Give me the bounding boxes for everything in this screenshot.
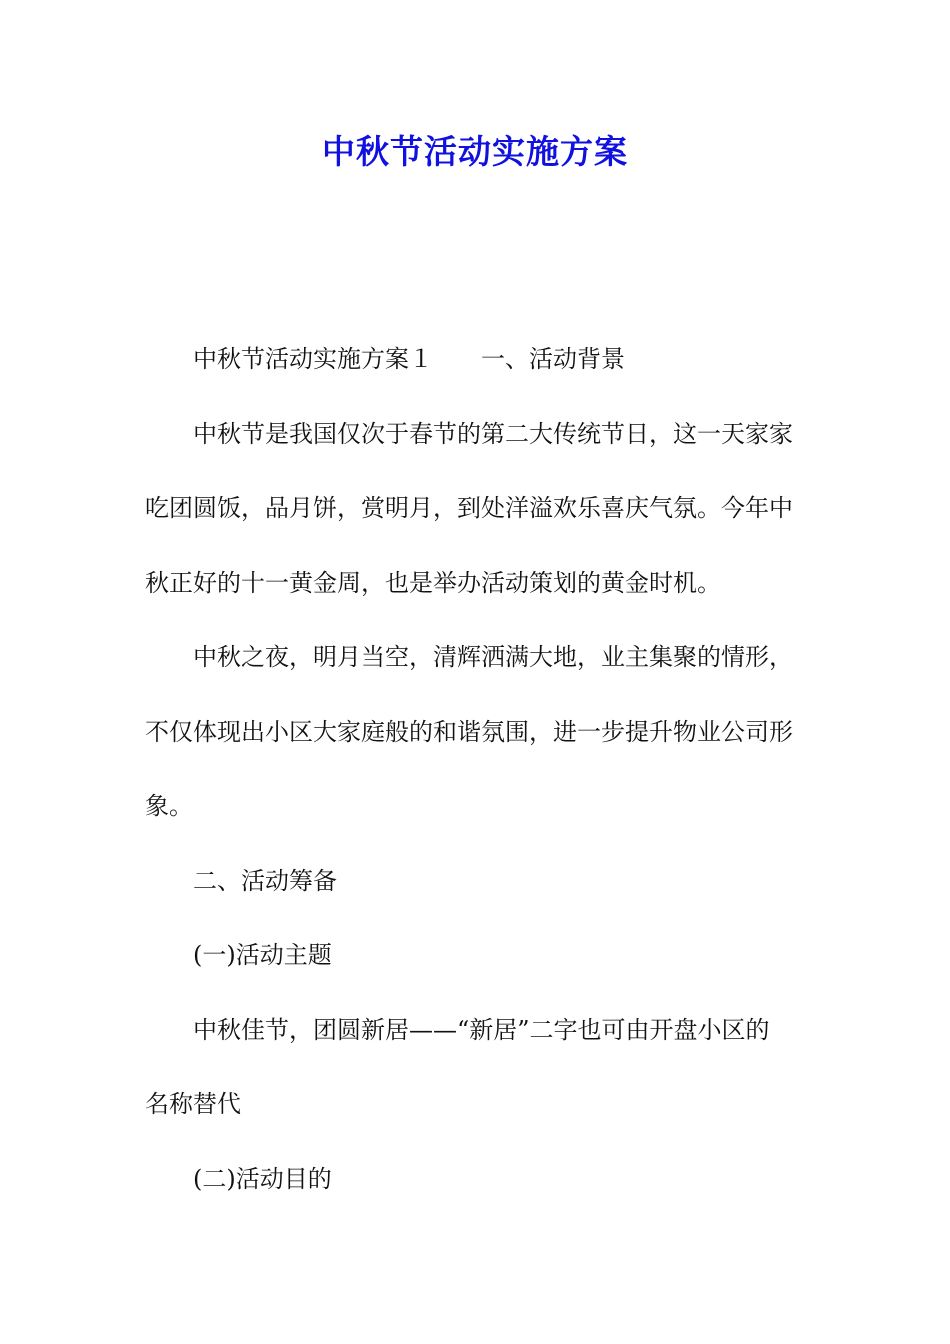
paragraph-line: 名称替代 <box>145 1090 241 1118</box>
subsection-heading-purpose: (二)活动目的 <box>193 1164 332 1193</box>
document-body <box>145 337 805 1231</box>
paragraph-line: 中秋节是我国仅次于春节的第二大传统节日，这一天家家 <box>193 419 793 448</box>
subsection-heading-theme: (一)活动主题 <box>193 941 332 969</box>
paragraph-line: 秋正好的十一黄金周，也是举办活动策划的黄金时机。 <box>145 568 721 597</box>
paragraph-line: 象。 <box>145 792 193 820</box>
plan-heading: 中秋节活动实施方案１ <box>193 345 433 373</box>
paragraph-line: 不仅体现出小区大家庭般的和谐氛围，进一步提升物业公司形 <box>145 717 793 746</box>
section-heading-preparation: 二、活动筹备 <box>193 866 337 895</box>
heading-line <box>145 337 805 412</box>
section-heading-background: 一、活动背景 <box>481 345 625 373</box>
paragraph-line: 吃团圆饭，品月饼，赏明月，到处洋溢欢乐喜庆气氛。今年中 <box>145 494 793 522</box>
paragraph-line: 中秋佳节，团圆新居——“新居”二字也可由开盘小区的 <box>193 1015 770 1044</box>
paragraph-line: 中秋之夜，明月当空，清辉洒满大地，业主集聚的情形， <box>193 643 793 671</box>
document-title: 中秋节活动实施方案 <box>322 132 628 171</box>
